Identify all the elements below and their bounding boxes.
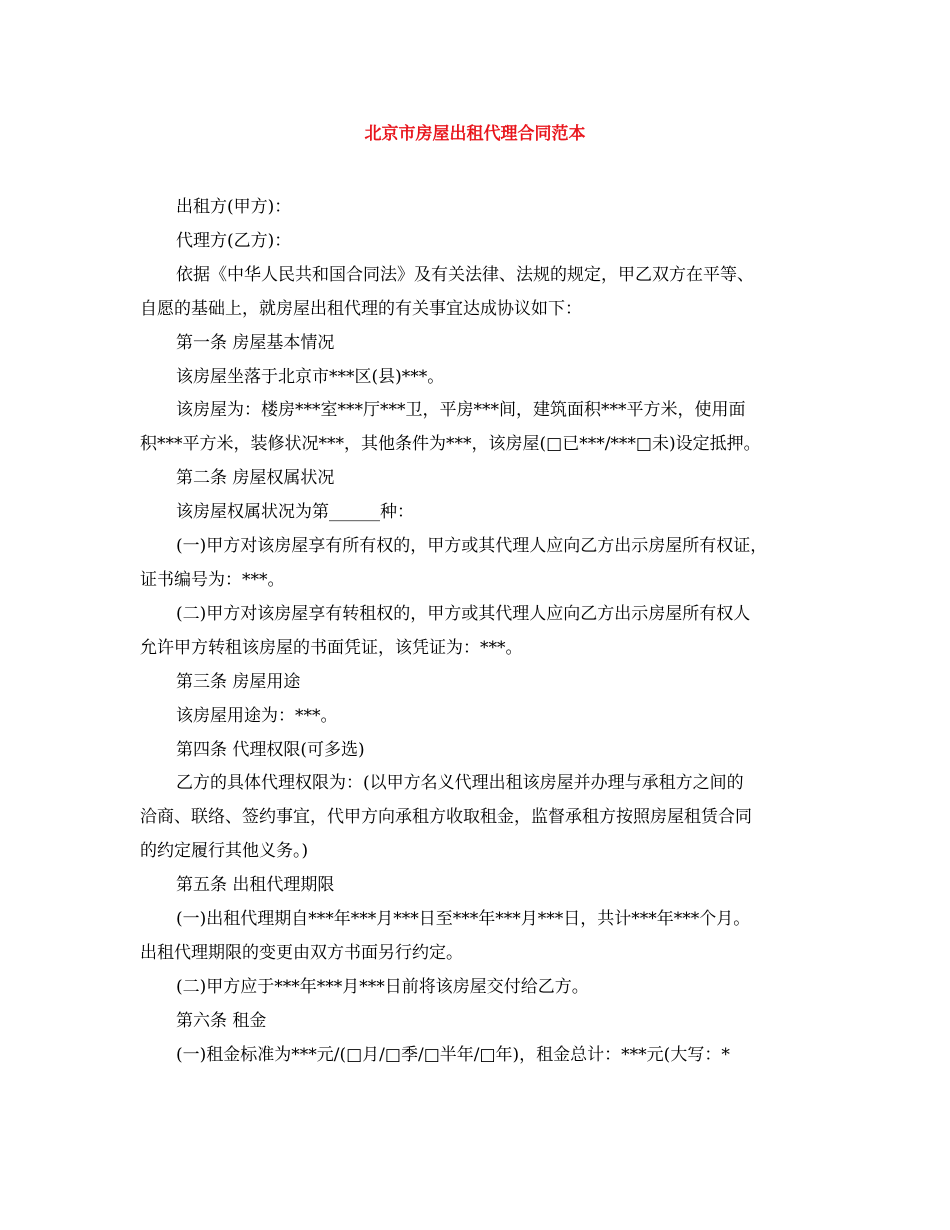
line-authority-1: 乙方的具体代理权限为：(以甲方名义代理出租该房屋并办理与承租方之间的 — [176, 773, 744, 794]
line-agent: 代理方(乙方)： — [176, 230, 292, 251]
line-house-type-1: 该房屋为：楼房***室***厅***卫，平房***间，建筑面积***平方米，使用面 — [176, 400, 746, 421]
article-1-heading: 第一条 房屋基本情况 — [176, 332, 335, 353]
line-term-1a: (一)出租代理期自***年***月***日至***年***月***日，共计***年***个月。 — [176, 909, 751, 930]
line-location: 该房屋坐落于北京市***区(县)***。 — [176, 366, 445, 387]
line-authority-3: 的约定履行其他义务。) — [140, 841, 309, 862]
document-body — [140, 191, 820, 1073]
article-3-heading: 第三条 房屋用途 — [176, 671, 301, 692]
line-ownership-1b: 证书编号为：***。 — [140, 569, 285, 590]
document-title: 北京市房屋出租代理合同范本 — [364, 124, 586, 144]
article-4-heading: 第四条 代理权限(可多选) — [176, 739, 365, 760]
line-preamble-2: 自愿的基础上，就房屋出租代理的有关事宜达成协议如下： — [140, 298, 582, 319]
line-term-1b: 出租代理期限的变更由双方书面另行约定。 — [140, 942, 463, 963]
line-ownership-2a: (二)甲方对该房屋享有转租权的，甲方或其代理人应向乙方出示房屋所有权人 — [176, 603, 751, 624]
line-authority-2: 洽商、联络、签约事宜，代甲方向承租方收取租金，监督承租方按照房屋租赁合同 — [140, 807, 752, 828]
line-ownership-2b: 允许甲方转租该房屋的书面凭证，该凭证为：***。 — [140, 637, 523, 658]
line-ownership-type: 该房屋权属状况为第______种： — [176, 502, 414, 523]
line-preamble-1: 依据《中华人民共和国合同法》及有关法律、法规的规定，甲乙双方在平等、 — [176, 264, 754, 285]
line-term-2: (二)甲方应于***年***月***日前将该房屋交付给乙方。 — [176, 976, 589, 997]
line-lessor: 出租方(甲方)： — [176, 197, 292, 217]
line-ownership-1a: (一)甲方对该房屋享有所有权的，甲方或其代理人应向乙方出示房屋所有权证， — [176, 536, 768, 557]
line-house-type-2: 积***平方米，装修状况***，其他条件为***，该房屋(□已***/***□未)设定抵押。 — [140, 434, 761, 455]
article-5-heading: 第五条 出租代理期限 — [176, 875, 335, 896]
line-usage: 该房屋用途为：***。 — [176, 705, 338, 726]
article-6-heading: 第六条 租金 — [176, 1010, 267, 1031]
article-2-heading: 第二条 房屋权属状况 — [176, 468, 335, 489]
line-rent-1: (一)租金标准为***元/(□月/□季/□半年/□年)，租金总计：***元(大写：* — [176, 1044, 730, 1065]
